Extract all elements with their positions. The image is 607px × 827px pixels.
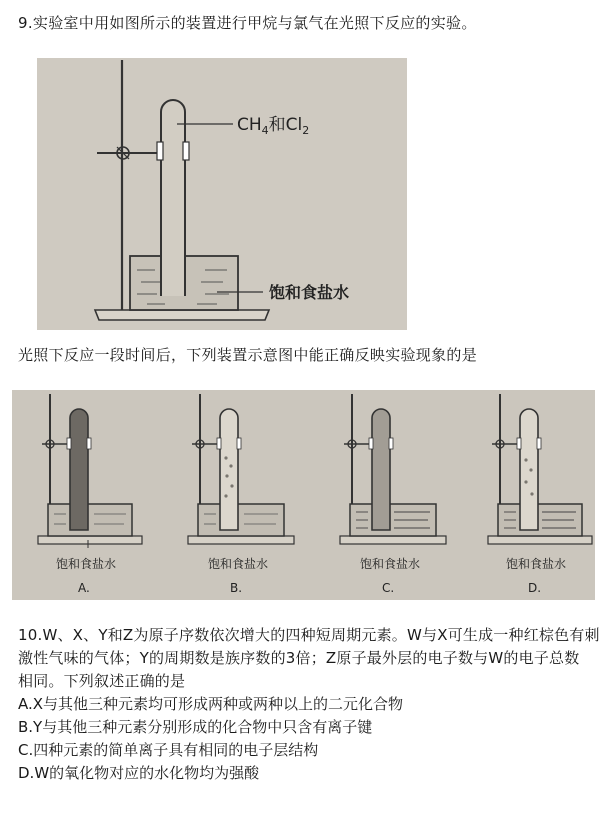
option-d-trough-label: 饱和食盐水 — [506, 557, 567, 571]
option-b-trough-label: 饱和食盐水 — [208, 557, 269, 571]
option-d-letter: D. — [528, 581, 542, 595]
option-b-letter: B. — [230, 581, 243, 595]
option-a-apparatus — [38, 394, 142, 595]
trough-label: 饱和食盐水 — [269, 283, 350, 302]
question-10-choice-a: A.X与其他三种元素均可形成两种或两种以上的二元化合物 — [18, 695, 404, 713]
option-c-trough-label: 饱和食盐水 — [360, 557, 421, 571]
option-c-apparatus — [340, 394, 446, 595]
options-drawing — [12, 390, 595, 600]
question-10-choice-d: D.W的氧化物对应的水化物均为强酸 — [18, 764, 260, 782]
option-c-letter: C. — [382, 581, 395, 595]
question-10-stem-line-2: 激性气味的气体；Y的周期数是族序数的3倍；Z原子最外层的电子数与W的电子总数 — [18, 649, 580, 667]
stand-base — [95, 310, 269, 320]
question-10-choice-c: C.四种元素的简单离子具有相同的电子层结构 — [18, 741, 319, 759]
option-a-trough-label: 饱和食盐水 — [56, 557, 117, 571]
question-9-title: 9.实验室中用如图所示的装置进行甲烷与氯气在光照下反应的实验。 — [18, 14, 477, 32]
test-tube — [161, 100, 185, 296]
question-10-choice-b: B.Y与其他三种元素分别形成的化合物中只含有离子键 — [18, 718, 373, 736]
question-10-stem-line-3: 相同。下列叙述正确的是 — [18, 672, 186, 690]
option-b-apparatus — [188, 394, 294, 595]
question-10-stem-line-1: 10.W、X、Y和Z为原子序数依次增大的四种短周期元素。W与X可生成一种红棕色有刺 — [18, 626, 600, 644]
apparatus-figure — [37, 58, 407, 330]
apparatus-drawing — [37, 58, 407, 330]
gas-label: $CH_4$和$Cl_2$ — [237, 115, 310, 137]
answer-options-figure — [12, 390, 595, 600]
option-a-letter: A. — [78, 581, 90, 595]
question-9-prompt: 光照下反应一段时间后，下列装置示意图中能正确反映实验现象的是 — [18, 346, 478, 364]
option-d-apparatus — [488, 394, 592, 595]
question-10 — [18, 624, 603, 785]
